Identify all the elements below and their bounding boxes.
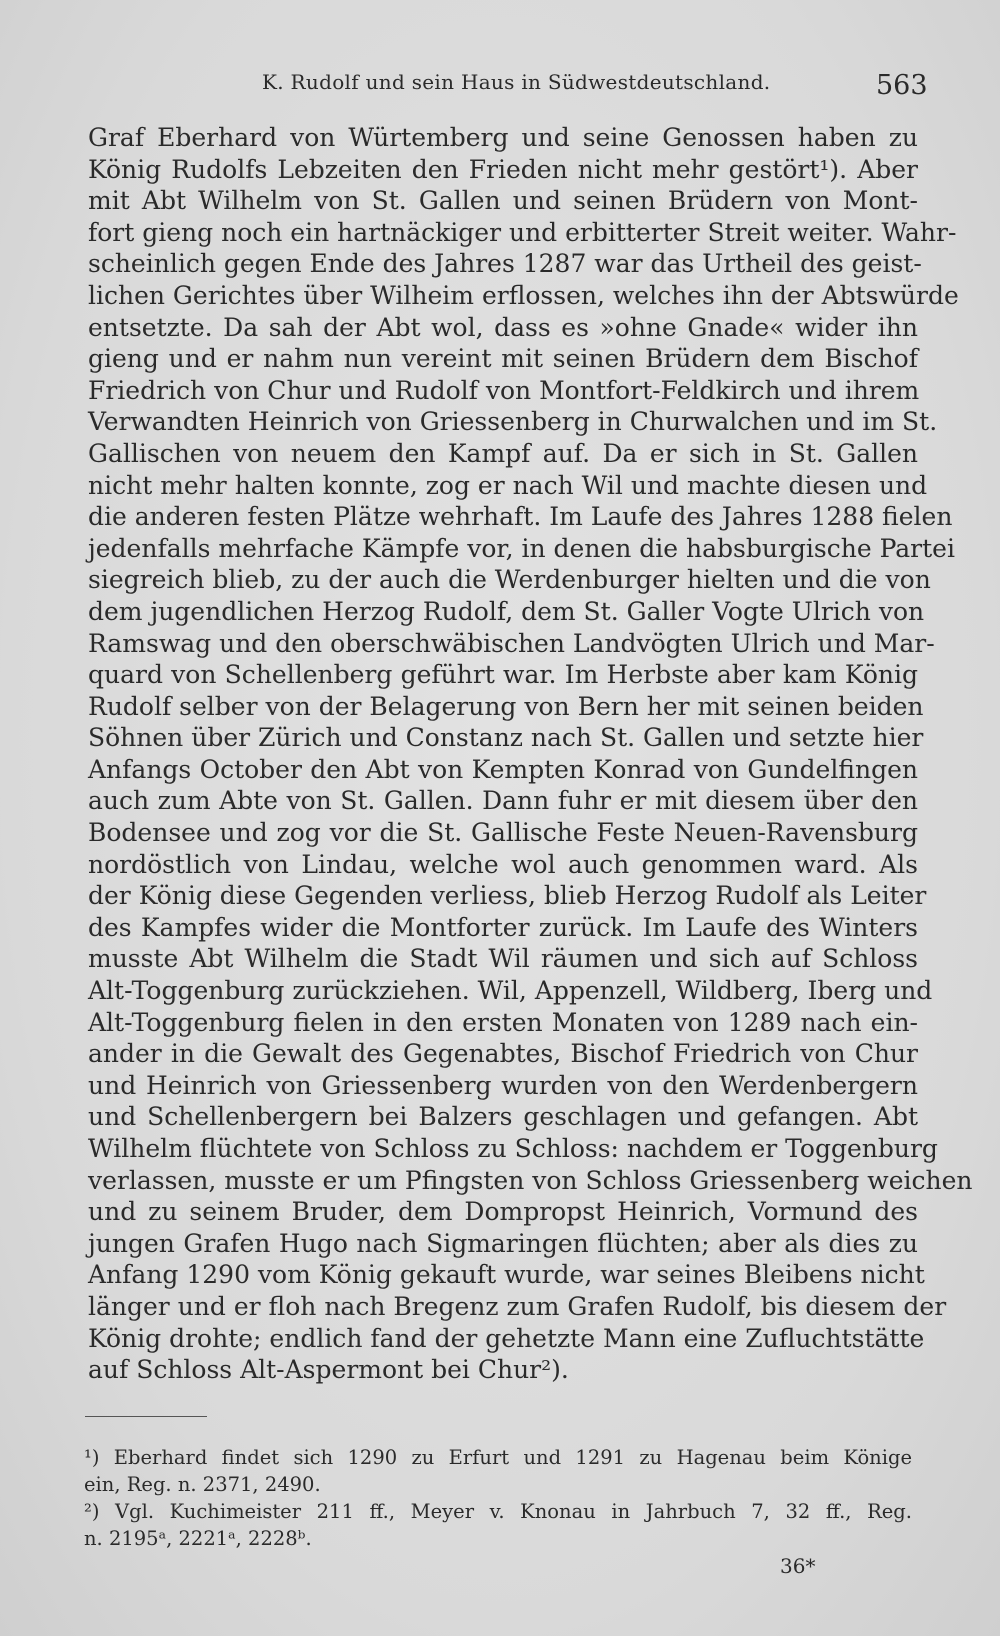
footnotes xyxy=(84,1444,912,1552)
body-line: lichen Gerichtes über Wilheim erflossen, welches ihn der Abtswürde xyxy=(88,280,959,310)
body-line: Anfang 1290 vom König gekauft wurde, war seines Bleibens nicht xyxy=(88,1260,925,1290)
body-line: verlassen, musste er um Pfingsten von Schloss Griessenberg weichen xyxy=(88,1165,973,1195)
body-line: des Kampfes wider die Montforter zurück. Im Laufe des Winters xyxy=(88,912,918,942)
body-line: König Rudolfs Lebzeiten den Frieden nicht mehr gestört¹). Aber xyxy=(88,154,918,184)
body-line: dem jugendlichen Herzog Rudolf, dem St. Galler Vogte Ulrich von xyxy=(88,596,925,626)
page-number: 563 xyxy=(876,70,928,101)
body-line: Alt-Toggenburg fielen in den ersten Monaten von 1289 nach ein- xyxy=(88,1007,918,1037)
body-line: und Schellenbergern bei Balzers geschlagen und gefangen. Abt xyxy=(88,1102,918,1132)
body-line: mit Abt Wilhelm von St. Gallen und seinen Brüdern von Mont- xyxy=(88,186,918,216)
body-line: nicht mehr halten konnte, zog er nach Wil und machte diesen und xyxy=(88,470,928,500)
footnote-line: ²) Vgl. Kuchimeister 211 ff., Meyer v. Knonau in Jahrbuch 7, 32 ff., Reg. xyxy=(84,1500,912,1523)
footnote-line: n. 2195ᵃ, 2221ᵃ, 2228ᵇ. xyxy=(84,1527,312,1550)
signature-mark: 36* xyxy=(780,1554,816,1578)
body-line: der König diese Gegenden verliess, blieb Herzog Rudolf als Leiter xyxy=(88,881,927,911)
body-line: auf Schloss Alt-Aspermont bei Chur²). xyxy=(88,1355,569,1385)
body-line: jungen Grafen Hugo nach Sigmaringen flüchten; aber als dies zu xyxy=(88,1228,918,1258)
running-title: K. Rudolf und sein Haus in Südwestdeutschland. xyxy=(262,70,771,94)
body-line: Söhnen über Zürich und Constanz nach St. Gallen und setzte hier xyxy=(88,723,924,753)
footnote-line: ¹) Eberhard findet sich 1290 zu Erfurt und 1291 zu Hagenau beim Könige xyxy=(84,1446,912,1469)
body-line: Ramswag und den oberschwäbischen Landvögten Ulrich und Mar- xyxy=(88,628,935,658)
body-line: nordöstlich von Lindau, welche wol auch genommen ward. Als xyxy=(88,849,918,879)
body-line: König drohte; endlich fand der gehetzte Mann eine Zufluchtstätte xyxy=(88,1323,925,1353)
body-line: auch zum Abte von St. Gallen. Dann fuhr er mit diesem über den xyxy=(88,786,918,816)
body-line: musste Abt Wilhelm die Stadt Wil räumen und sich auf Schloss xyxy=(88,944,918,974)
running-head xyxy=(0,66,1000,106)
body-line: siegreich blieb, zu der auch die Werdenburger hielten und die von xyxy=(88,565,931,595)
body-line: fort gieng noch ein hartnäckiger und erbitterter Streit weiter. Wahr- xyxy=(88,217,957,247)
body-line: Verwandten Heinrich von Griessenberg in Churwalchen und im St. xyxy=(88,407,938,437)
body-line: Wilhelm flüchtete von Schloss zu Schloss: nachdem er Toggenburg xyxy=(88,1134,938,1163)
body-line: Rudolf selber von der Belagerung von Bern her mit seinen beiden xyxy=(88,691,924,721)
body-line: jedenfalls mehrfache Kämpfe vor, in denen die habsburgische Partei xyxy=(88,533,955,563)
body-line: gieng und er nahm nun vereint mit seinen Brüdern dem Bischof xyxy=(88,344,918,374)
body-line: ander in die Gewalt des Gegenabtes, Bischof Friedrich von Chur xyxy=(88,1039,918,1069)
body-line: die anderen festen Plätze wehrhaft. Im Laufe des Jahres 1288 fielen xyxy=(88,502,953,532)
body-line: Alt-Toggenburg zurückziehen. Wil, Appenzell, Wildberg, Iberg und xyxy=(88,976,933,1006)
body-line: entsetzte. Da sah der Abt wol, dass es »ohne Gnade« wider ihn xyxy=(88,312,918,342)
body-line: Friedrich von Chur und Rudolf von Montfort-Feldkirch und ihrem xyxy=(88,375,920,405)
footnote-line: ein, Reg. n. 2371, 2490. xyxy=(84,1473,321,1496)
body-line: Gallischen von neuem den Kampf auf. Da er sich in St. Gallen xyxy=(88,438,918,468)
body-line: quard von Schellenberg geführt war. Im Herbste aber kam König xyxy=(88,660,918,690)
body-line: Graf Eberhard von Würtemberg und seine Genossen haben zu xyxy=(88,123,918,152)
body-text xyxy=(88,122,973,1386)
body-line: länger und er floh nach Bregenz zum Grafen Rudolf, bis diesem der xyxy=(88,1291,947,1321)
body-line: scheinlich gegen Ende des Jahres 1287 war das Urtheil des geist- xyxy=(88,249,922,279)
footnote-separator xyxy=(85,1416,207,1417)
body-line: und Heinrich von Griessenberg wurden von den Werdenbergern xyxy=(88,1070,918,1100)
body-line: Anfangs October den Abt von Kempten Konrad von Gundelfingen xyxy=(88,754,918,784)
body-line: Bodensee und zog vor die St. Gallische Feste Neuen-Ravensburg xyxy=(88,818,918,848)
body-line: und zu seinem Bruder, dem Dompropst Heinrich, Vormund des xyxy=(88,1197,918,1227)
